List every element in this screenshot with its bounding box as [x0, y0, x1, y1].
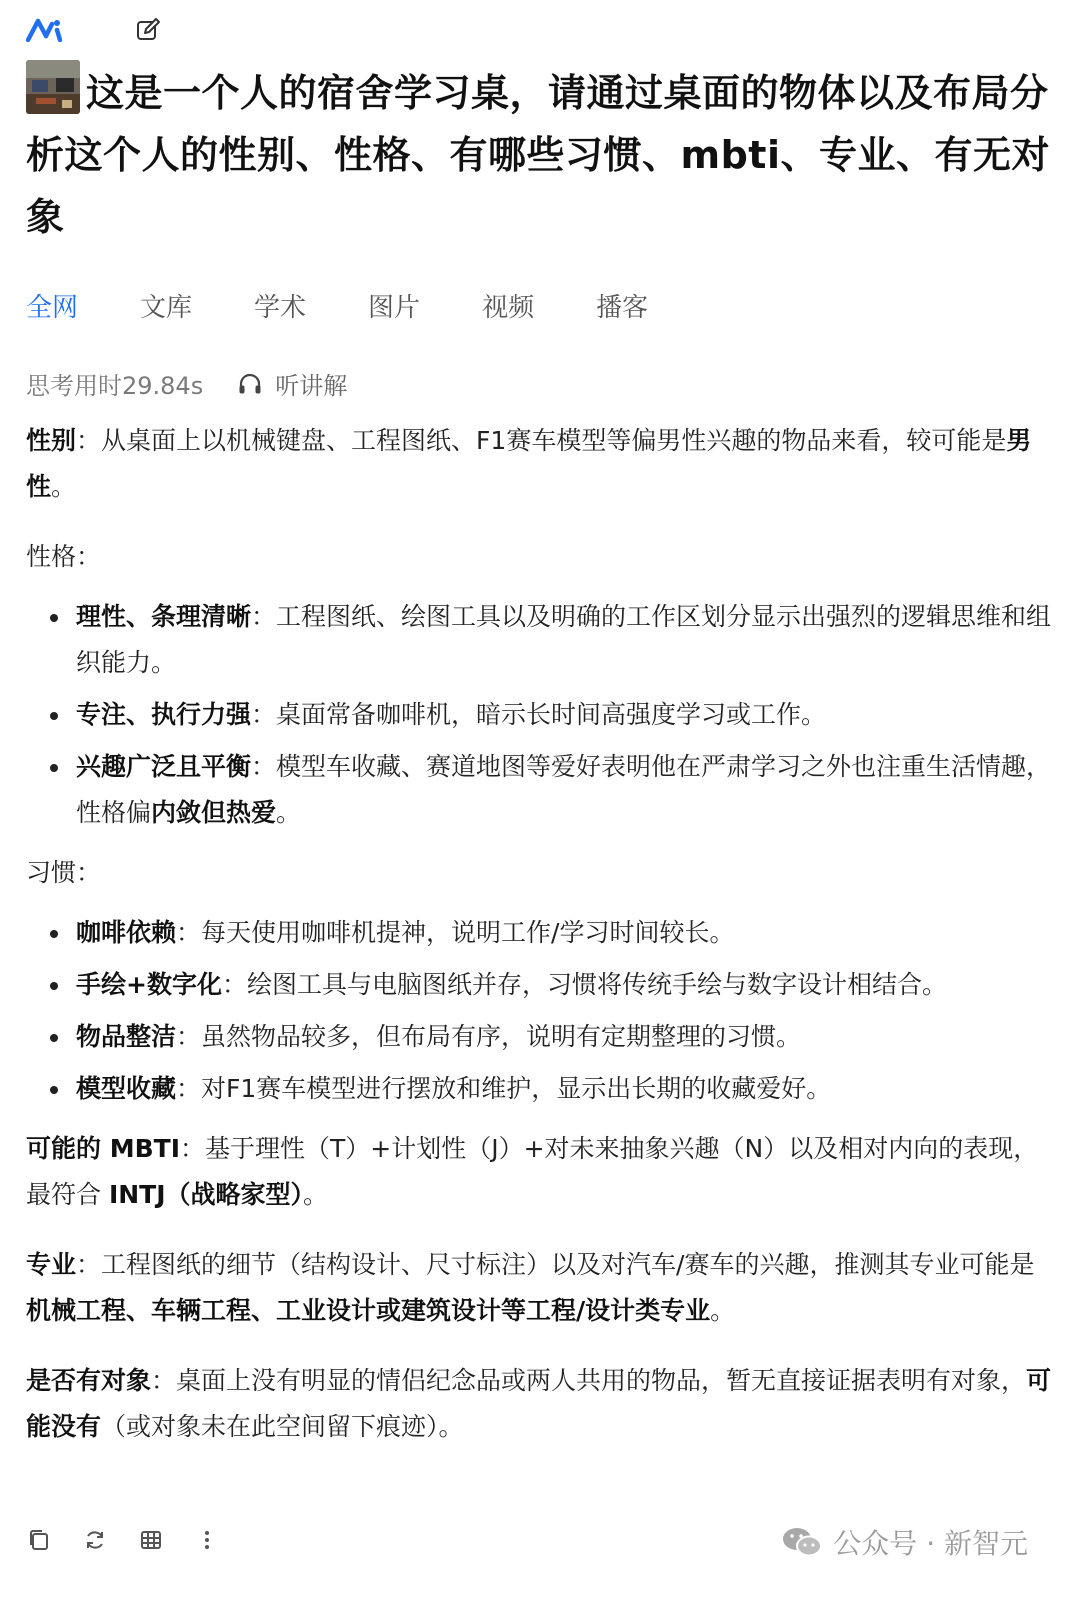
list-item: 理性、条理清晰：工程图纸、绘图工具以及明确的工作区划分显示出强烈的逻辑思维和组织能力。	[26, 594, 1056, 686]
personality-list	[26, 594, 1056, 836]
habits-list	[26, 910, 1056, 1112]
gender-paragraph: 性别：从桌面上以机械键盘、工程图纸、F1赛车模型等偏男性兴趣的物品来看，较可能是男性。	[26, 426, 1032, 501]
search-scope-tabs	[26, 288, 710, 328]
tab-web[interactable]: 全网	[26, 293, 79, 323]
copy-icon[interactable]	[26, 1527, 52, 1553]
listen-button[interactable]	[237, 366, 347, 401]
mbti-paragraph: 可能的 MBTI：基于理性（T）+计划性（J）+对未来抽象兴趣（N）以及相对内向的表现，最符合 INTJ（战略家型）。	[26, 1134, 1039, 1209]
tab-academic[interactable]: 学术	[254, 293, 307, 323]
wechat-icon	[781, 1525, 823, 1559]
tab-images[interactable]: 图片	[368, 293, 421, 323]
edit-icon[interactable]	[134, 16, 162, 44]
headphones-icon	[237, 371, 263, 397]
partner-paragraph: 是否有对象：桌面上没有明显的情侣纪念品或两人共用的物品，暂无直接证据表明有对象，可能没有（或对象未在此空间留下痕迹）。	[26, 1366, 1052, 1441]
list-item: 手绘+数字化：绘图工具与电脑图纸并存，习惯将传统手绘与数字设计相结合。	[26, 962, 1056, 1008]
personality-heading: 性格：	[26, 542, 102, 571]
habits-heading: 习惯：	[26, 858, 102, 887]
question-text: 这是一个人的宿舍学习桌，请通过桌面的物体以及布局分析这个人的性别、性格、有哪些习惯、mbti、专业、有无对象	[26, 71, 1050, 239]
watermark-text: 公众号 · 新智元	[833, 1527, 1028, 1560]
major-paragraph: 专业：工程图纸的细节（结构设计、尺寸标注）以及对汽车/赛车的兴趣，推测其专业可能是 机械工程、车辆工程、工业设计或建筑设计等工程/设计类专业。	[26, 1250, 1035, 1325]
listen-label: 听讲解	[275, 372, 348, 400]
answer-content	[26, 418, 1056, 1474]
answer-actions	[26, 1516, 1056, 1564]
table-icon[interactable]	[138, 1527, 164, 1553]
mita-logo-icon[interactable]	[26, 15, 64, 45]
top-bar	[26, 14, 162, 46]
thinking-bar	[26, 366, 347, 401]
more-icon[interactable]	[194, 1527, 220, 1553]
list-item: 模型收藏：对F1赛车模型进行摆放和维护，显示出长期的收藏爱好。	[26, 1066, 1056, 1112]
tab-podcasts[interactable]: 播客	[596, 293, 649, 323]
thinking-time[interactable]: 思考用时29.84s	[26, 372, 204, 400]
watermark	[781, 1522, 1028, 1562]
regenerate-icon[interactable]	[82, 1527, 108, 1553]
list-item: 咖啡依赖：每天使用咖啡机提神，说明工作/学习时间较长。	[26, 910, 1056, 956]
question-title	[26, 60, 1056, 248]
tab-library[interactable]: 文库	[140, 293, 193, 323]
tab-videos[interactable]: 视频	[482, 293, 535, 323]
list-item: 兴趣广泛且平衡：模型车收藏、赛道地图等爱好表明他在严肃学习之外也注重生活情趣，性格偏内敛但热爱。	[26, 744, 1056, 836]
desk-photo-thumbnail[interactable]	[26, 60, 80, 114]
list-item: 物品整洁：虽然物品较多，但布局有序，说明有定期整理的习惯。	[26, 1014, 1056, 1060]
list-item: 专注、执行力强：桌面常备咖啡机，暗示长时间高强度学习或工作。	[26, 692, 1056, 738]
